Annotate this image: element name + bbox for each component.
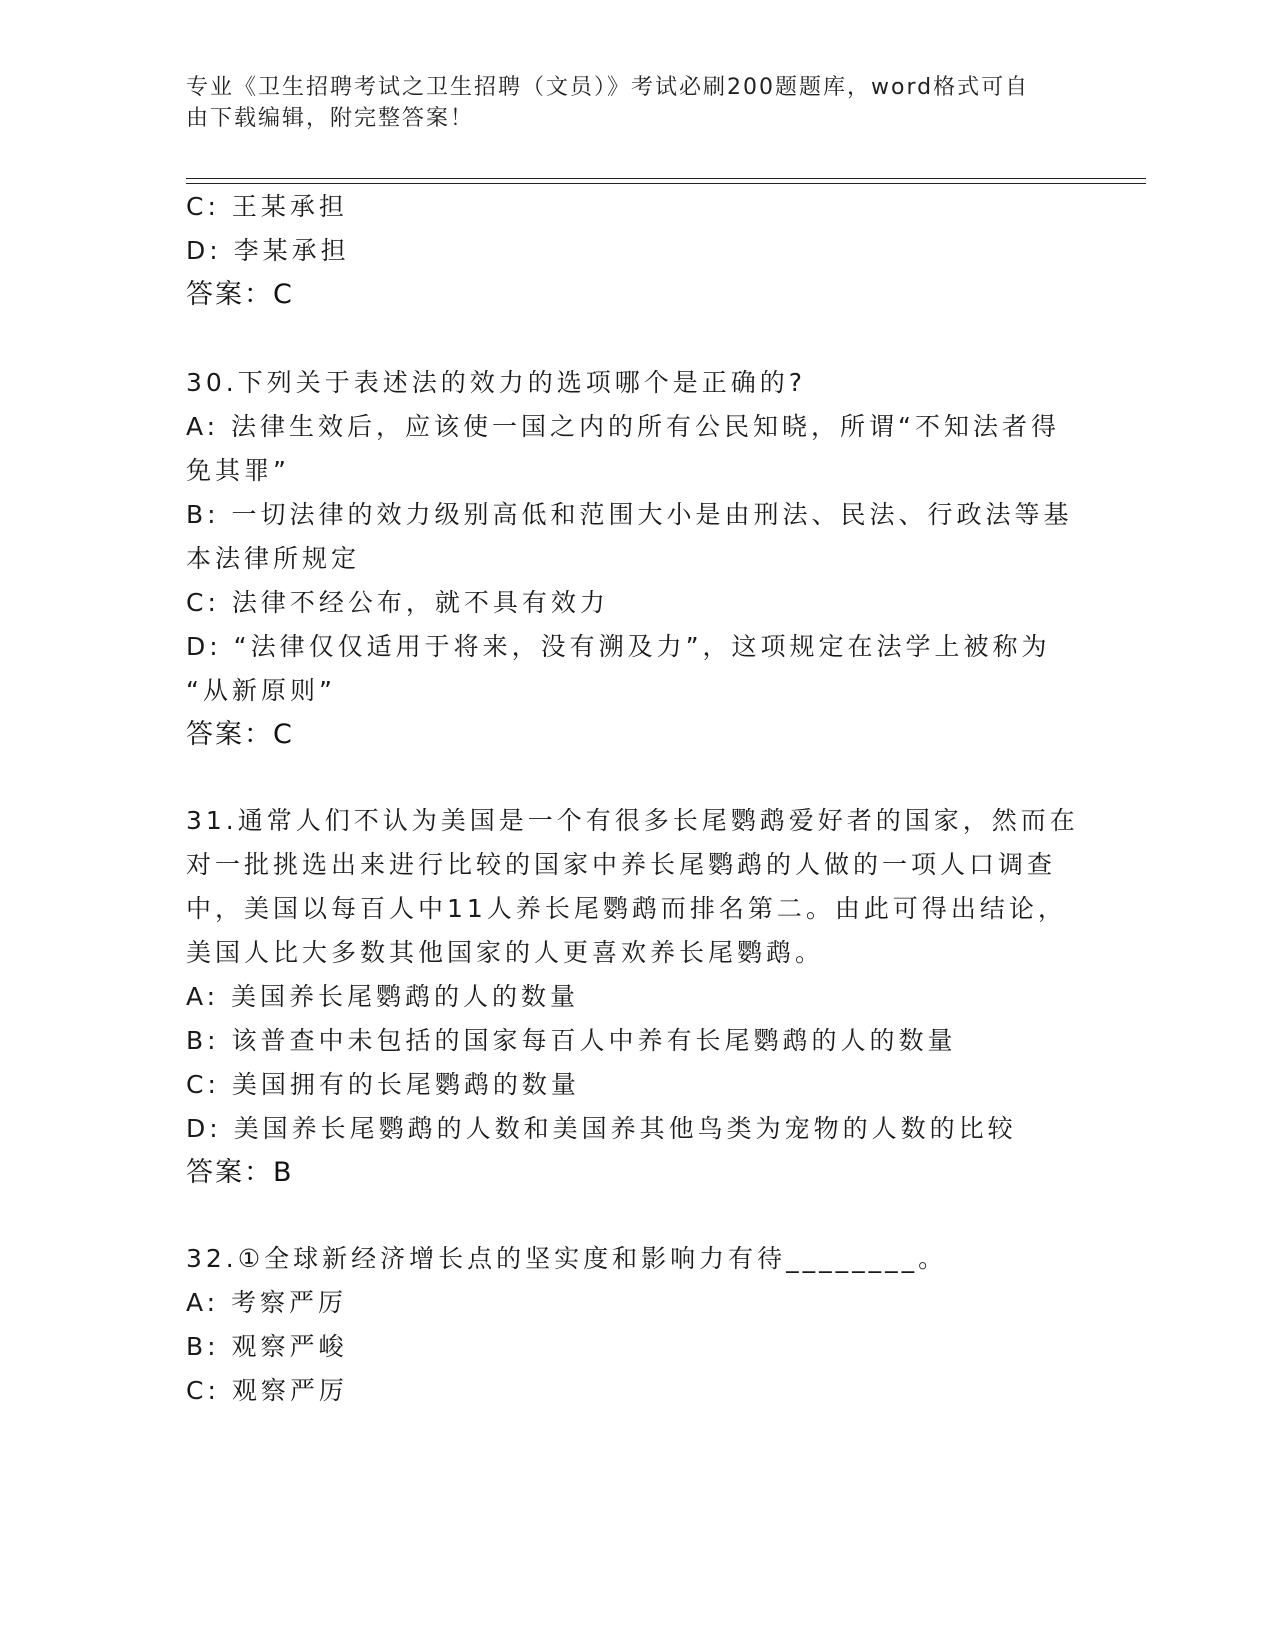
- document-header: [186, 72, 1066, 134]
- header-line-2: 由下载编辑，附完整答案！: [186, 106, 475, 131]
- q31-stem-line-4: 美国人比大多数其他国家的人更喜欢养长尾鹦鹉。: [186, 938, 825, 967]
- q30-option-c: C: 法律不经公布，就不具有效力: [186, 588, 609, 617]
- q32-option-a: A: 考察严厉: [186, 1288, 348, 1317]
- prev-option-c: C: 王某承担: [186, 192, 348, 221]
- header-line-1: 专业《卫生招聘考试之卫生招聘（文员）》考试必刷200题题库，word格式可自: [186, 75, 1030, 100]
- q30-answer: 答案：C: [186, 719, 294, 750]
- q30-option-d-line-1: D: “法律仅仅适用于将来，没有溯及力”，这项规定在法学上被称为: [186, 632, 1051, 661]
- q32-option-c: C: 观察严厉: [186, 1376, 348, 1405]
- q30-option-b-line-1: B: 一切法律的效力级别高低和范围大小是由刑法、民法、行政法等基: [186, 500, 1073, 529]
- q31-stem-line-3: 中，美国以每百人中11人养长尾鹦鹉而排名第二。由此可得出结论，: [186, 894, 1067, 923]
- q30-option-a-line-1: A: 法律生效后，应该使一国之内的所有公民知晓，所谓“不知法者得: [186, 412, 1060, 441]
- q30-option-b-line-2: 本法律所规定: [186, 544, 361, 573]
- q31-option-a: A: 美国养长尾鹦鹉的人的数量: [186, 982, 580, 1011]
- header-divider-top: [186, 178, 1146, 179]
- q31-option-d: D: 美国养长尾鹦鹉的人数和美国养其他鸟类为宠物的人数的比较: [186, 1114, 1017, 1143]
- prev-option-d: D: 李某承担: [186, 236, 350, 265]
- q31-option-b: B: 该普查中未包括的国家每百人中养有长尾鹦鹉的人的数量: [186, 1026, 957, 1055]
- q30-option-d-line-2: “从新原则”: [186, 676, 336, 705]
- q30-stem: 30.下列关于表述法的效力的选项哪个是正确的?: [186, 368, 807, 397]
- header-divider-bottom: [186, 183, 1146, 184]
- q32-stem: 32.①全球新经济增长点的坚实度和影响力有待________。: [186, 1244, 948, 1273]
- q31-stem-line-1: 31.通常人们不认为美国是一个有很多长尾鹦鹉爱好者的国家，然而在: [186, 806, 1079, 835]
- q31-answer: 答案：B: [186, 1157, 294, 1188]
- q30-option-a-line-2: 免其罪”: [186, 456, 290, 485]
- prev-answer: 答案：C: [186, 279, 294, 310]
- q32-option-b: B: 观察严峻: [186, 1332, 348, 1361]
- q31-option-c: C: 美国拥有的长尾鹦鹉的数量: [186, 1070, 580, 1099]
- q31-stem-line-2: 对一批挑选出来进行比较的国家中养长尾鹦鹉的人做的一项人口调查: [186, 850, 1057, 879]
